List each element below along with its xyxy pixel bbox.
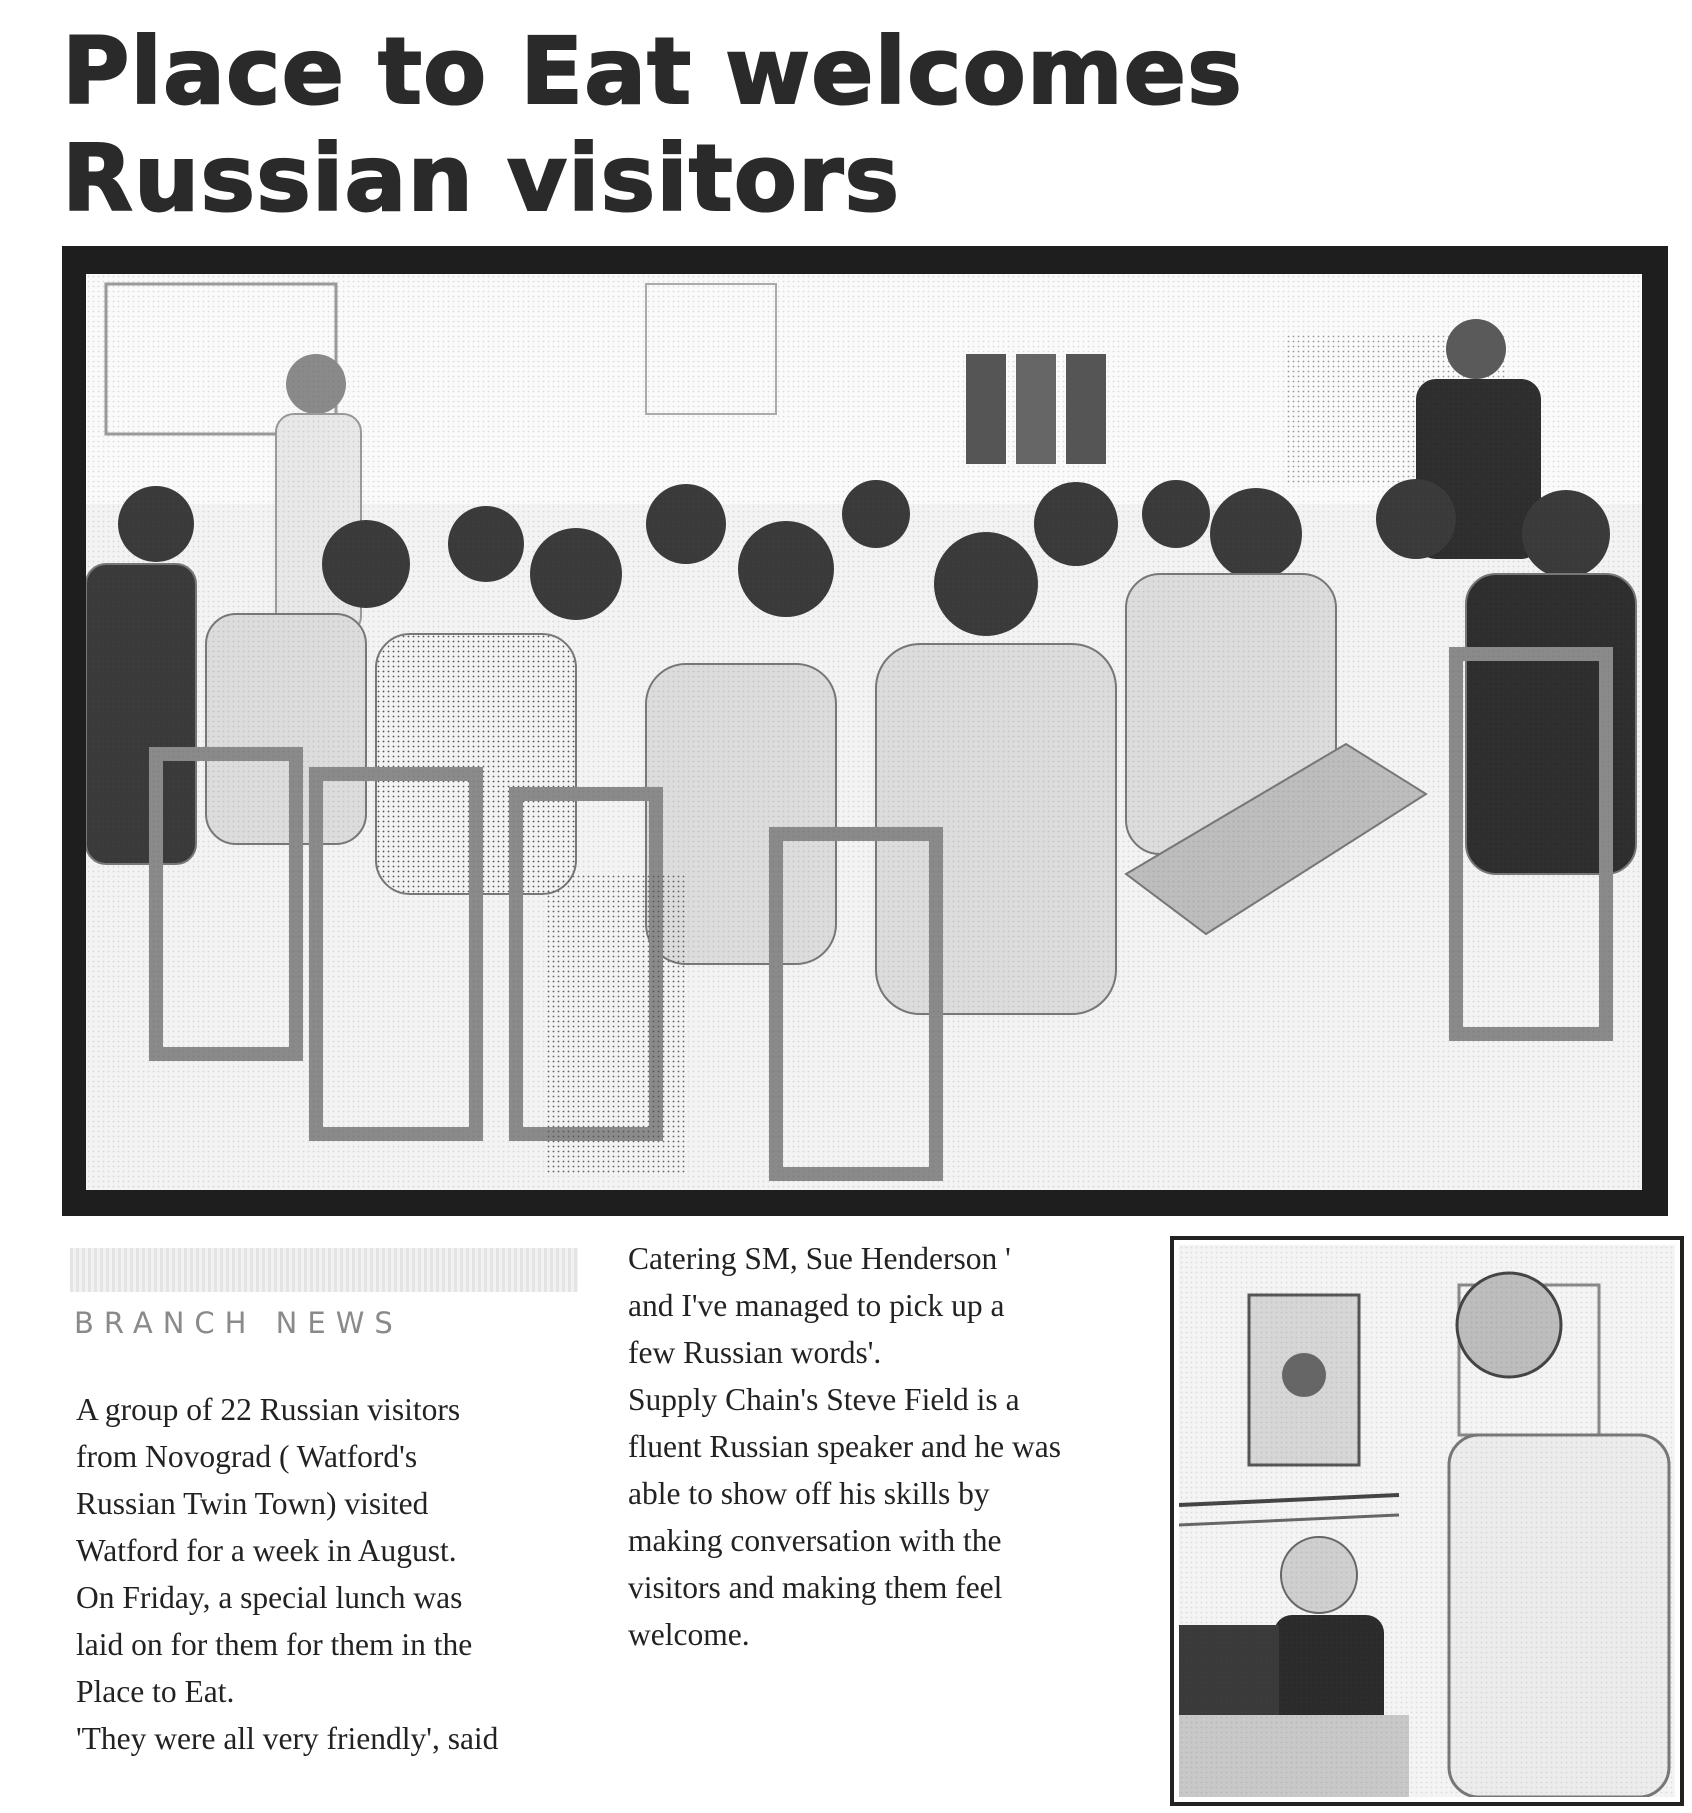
article-line: Russian Twin Town) visited	[76, 1486, 429, 1521]
article-line: visitors and making them feel	[628, 1570, 1003, 1605]
article-line: Catering SM, Sue Henderson '	[628, 1241, 1011, 1276]
article-line: laid on for them for them in the	[76, 1627, 473, 1662]
article-line: Supply Chain's Steve Field is a	[628, 1382, 1020, 1417]
inset-photo-image	[1179, 1245, 1675, 1797]
article-headline	[62, 18, 1462, 232]
article-line: On Friday, a special lunch was	[76, 1580, 463, 1615]
headline-line-1: Place to Eat welcomes	[62, 18, 1243, 125]
article-column-1	[76, 1386, 596, 1762]
article-line: A group of 22 Russian visitors	[76, 1392, 461, 1427]
article-column-2	[628, 1235, 1148, 1658]
article-line: fluent Russian speaker and he was	[628, 1429, 1062, 1464]
article-line: Place to Eat.	[76, 1674, 235, 1709]
main-photo-group-lunch	[62, 246, 1668, 1216]
article-line: and I've managed to pick up a	[628, 1288, 1005, 1323]
article-line: 'They were all very friendly', said	[76, 1721, 499, 1756]
article-line: from Novograd ( Watford's	[76, 1439, 418, 1474]
article-line: able to show off his skills by	[628, 1476, 990, 1511]
section-header-tint	[70, 1248, 578, 1292]
headline-line-2: Russian visitors	[62, 125, 901, 232]
article-line: Watford for a week in August.	[76, 1533, 457, 1568]
inset-photo-speaker	[1170, 1236, 1684, 1806]
section-label: BRANCH NEWS	[74, 1306, 403, 1340]
main-photo-image	[86, 274, 1642, 1190]
article-line: few Russian words'.	[628, 1335, 882, 1370]
article-line: making conversation with the	[628, 1523, 1002, 1558]
article-line: welcome.	[628, 1617, 750, 1652]
